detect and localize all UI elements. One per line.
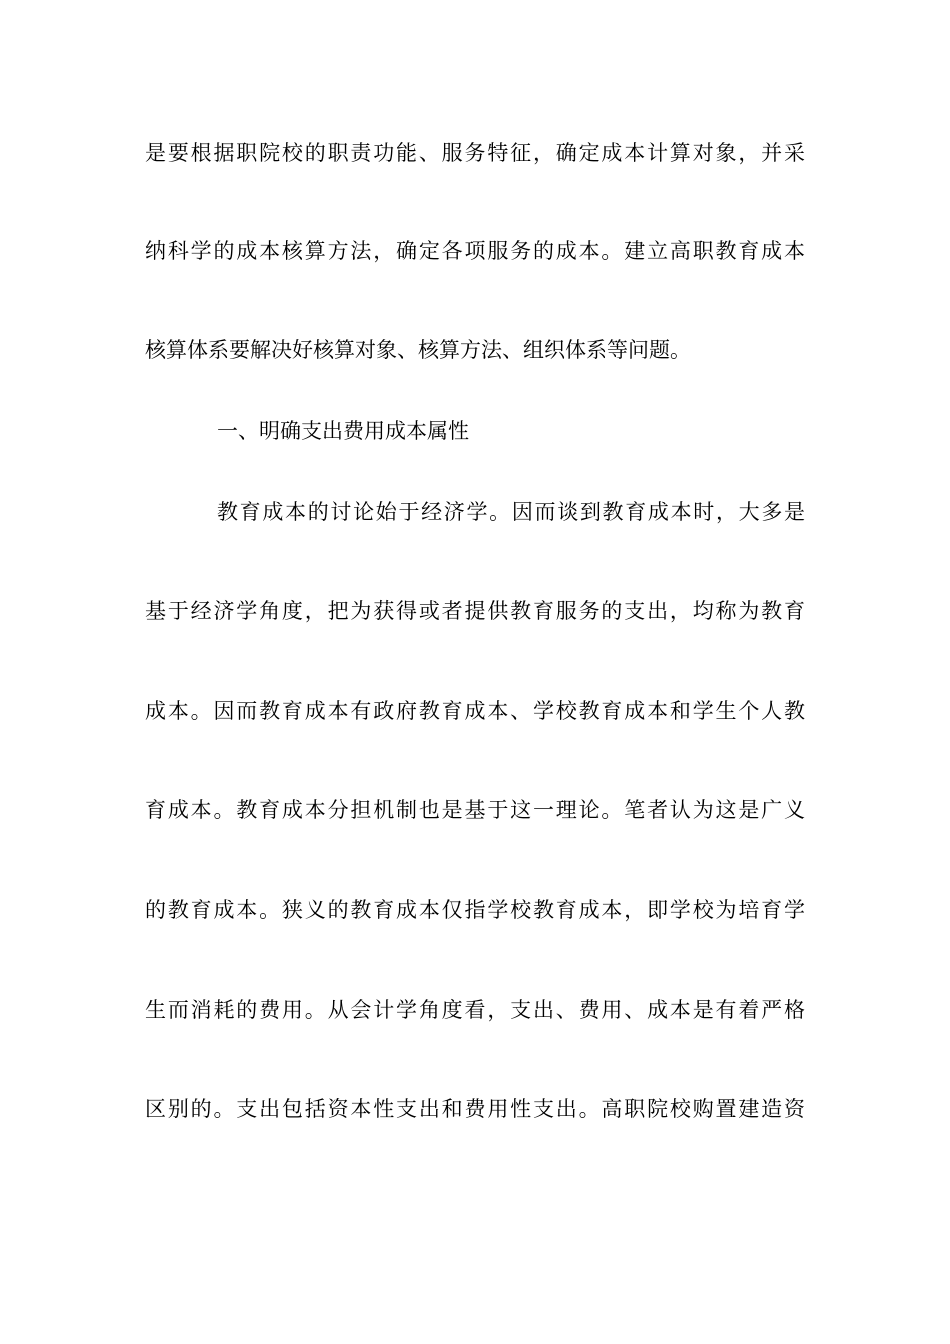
paragraph-2-line-3: 成本。因而教育成本有政府教育成本、学校教育成本和学生个人教: [145, 699, 805, 723]
paragraph-1-line-2: 纳科学的成本核算方法，确定各项服务的成本。建立高职教育成本: [145, 239, 805, 263]
paragraph-2-line-2: 基于经济学角度，把为获得或者提供教育服务的支出，均称为教育: [145, 599, 805, 623]
section-heading: 一、明确支出费用成本属性: [217, 419, 469, 443]
paragraph-2-line-5: 的教育成本。狭义的教育成本仅指学校教育成本，即学校为培育学: [145, 898, 805, 922]
paragraph-2-line-7: 区别的。支出包括资本性支出和费用性支出。高职院校购置建造资: [145, 1097, 805, 1121]
paragraph-1-line-1: 是要根据职院校的职责功能、服务特征，确定成本计算对象，并采: [145, 141, 805, 165]
paragraph-2-line-4: 育成本。教育成本分担机制也是基于这一理论。笔者认为这是广义: [145, 798, 805, 822]
paragraph-1-line-3: 核算体系要解决好核算对象、核算方法、组织体系等问题。: [145, 338, 691, 362]
paragraph-2-line-1: 教育成本的讨论始于经济学。因而谈到教育成本时，大多是: [217, 500, 805, 524]
paragraph-2-line-6: 生而消耗的费用。从会计学角度看，支出、费用、成本是有着严格: [145, 998, 805, 1022]
